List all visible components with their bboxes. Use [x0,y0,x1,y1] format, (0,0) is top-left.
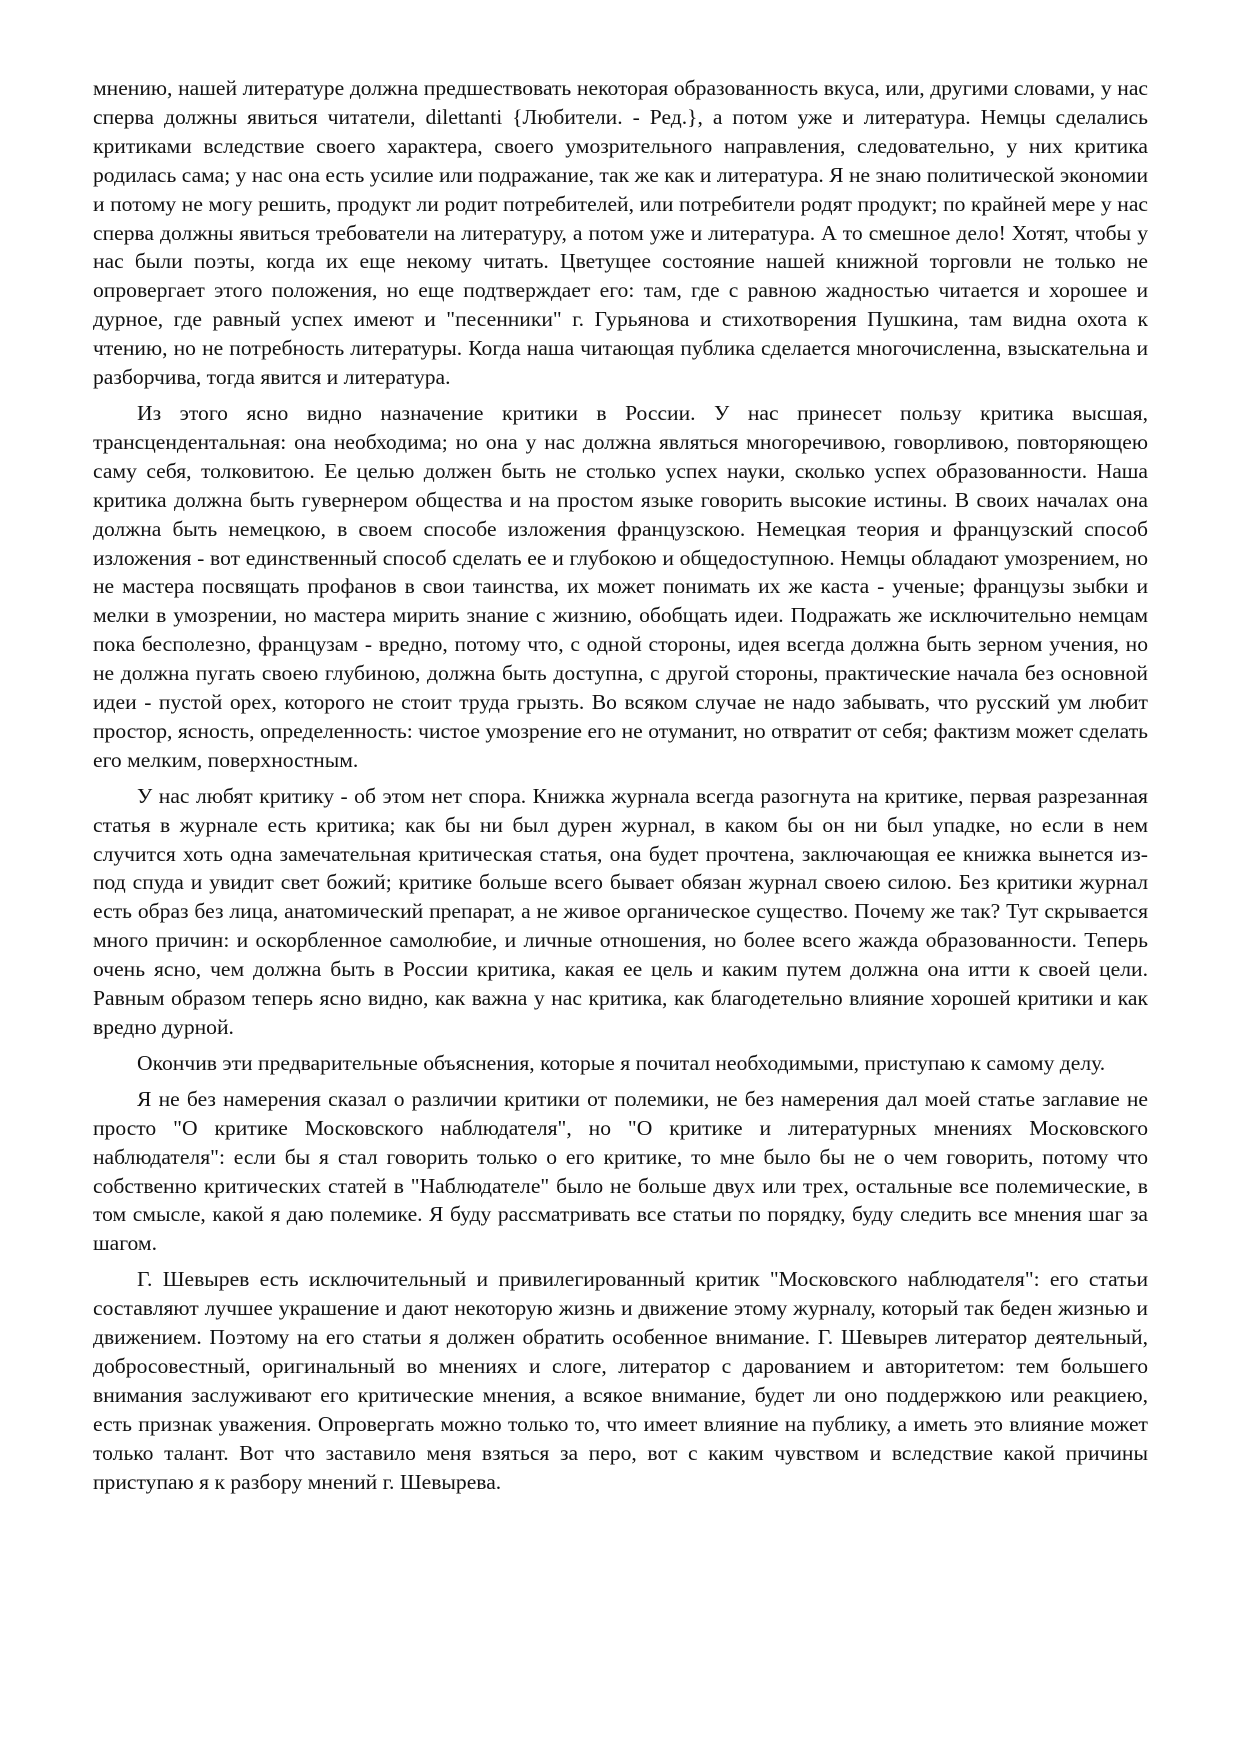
paragraph-1: мнению, нашей литературе должна предшествовать некоторая образованность вкуса, или, другими словами, у нас сперва должны явиться читатели, dilettanti {Любители. - Ред.}, а потом уже и литература. Немцы сделались критиками вследствие своего характера, своего умозрительного направления, следовательно, у них критика родилась сама; у нас она есть усилие или подражание, так же как и литература. Я не знаю политической экономии и потому не могу решить, продукт ли родит потребителей, или потребители родят продукт; по крайней мере у нас сперва должны явиться требователи на литературу, а потом уже и литература. А то смешное дело! Хотят, чтобы у нас были поэты, когда их еще некому читать. Цветущее состояние нашей книжной торговли не только не опровергает этого положения, но еще подтверждает его: там, где с равною жадностью читается и хорошее и дурное, где равный успех имеют и "песенники" г. Гурьянова и стихотворения Пушкина, там видна охота к чтению, но не потребность литературы. Когда наша читающая публика сделается многочисленна, взыскательна и разборчива, тогда явится и литература. [93,76,1148,390]
paragraph-2: Из этого ясно видно назначение критики в России. У нас принесет пользу критика высшая, трансцендентальная: она необходима; но она у нас должна являться многоречивою, говорливою, повторяющею саму себя, толковитою. Ее целью должен быть не столько успех науки, сколько успех образованности. Наша критика должна быть гувернером общества и на простом языке говорить высокие истины. В своих началах она должна быть немецкою, в своем способе изложения французскою. Немецкая теория и французский способ изложения - вот единственный способ сделать ее и глубокою и общедоступною. Немцы обладают умозрением, но не мастера посвящать профанов в свои таинства, их может понимать их же каста - ученые; французы зыбки и мелки в умозрении, но мастера мирить знание с жизнию, обобщать идеи. Подражать же исключительно немцам пока бесполезно, французам - вредно, потому что, с одной стороны, идея всегда должна быть зерном учения, но не должна пугать своею глубиною, должна быть доступна, с другой стороны, практические начала без основной идеи - пустой орех, которого не стоит труда грызть. Во всяком случае не надо забывать, что русский ум любит простор, ясность, определенность: чистое умозрение его не отуманит, но отвратит от себя; фактизм может сделать его мелким, поверхностным. [93,400,1148,772]
paragraph-5: Я не без намерения сказал о различии критики от полемики, не без намерения дал моей статье заглавие не просто "О критике Московского наблюдателя", но "О критике и литературных мнениях Московского наблюдателя": если бы я стал говорить только о его критике, то мне было бы не о чем говорить, потому что собственно критических статей в "Наблюдателе" было не больше двух или трех, остальные все полемические, в том смысле, какой я даю полемике. Я буду рассматривать все статьи по порядку, буду следить все мнения шаг за шагом. [93,1086,1148,1256]
paragraph-6: Г. Шевырев есть исключительный и привилегированный критик "Московского наблюдателя": его статьи составляют лучшее украшение и дают некоторую жизнь и движение этому журналу, который так беден жизнью и движением. Поэтому на его статьи я должен обратить особенное внимание. Г. Шевырев литератор деятельный, добросовестный, оригинальный во мнениях и слоге, литератор с дарованием и авторитетом: тем большего внимания заслуживают его критические мнения, а всякое внимание, будет ли оно поддержкою или реакциею, есть признак уважения. Опровергать можно только то, что имеет влияние на публику, а иметь это влияние может только талант. Вот что заставило меня взяться за перо, вот с каким чувством и вследствие какой причины приступаю я к разбору мнений г. Шевырева. [93,1267,1148,1494]
paragraph-3: У нас любят критику - об этом нет спора. Книжка журнала всегда разогнута на критике, первая разрезанная статья в журнале есть критика; как бы ни был дурен журнал, в каком бы он ни был упадке, но если в нем случится хоть одна замечательная критическая статья, она будет прочтена, заключающая ее книжка вынется из-под спуда и увидит свет божий; критике больше всего бывает обязан журнал своею силою. Без критики журнал есть образ без лица, анатомический препарат, а не живое органическое существо. Почему же так? Тут скрывается много причин: и оскорбленное самолюбие, и личные отношения, но более всего жажда образованности. Теперь очень ясно, чем должна быть в России критика, какая ее цель и каким путем должна она итти к своей цели. Равным образом теперь ясно видно, как важна у нас критика, как благодетельно влияние хорошей критики и как вредно дурной. [93,783,1148,1039]
document-page [93,74,1148,1504]
paragraph-4: Окончив эти предварительные объяснения, которые я почитал необходимыми, приступаю к самому делу. [137,1050,1106,1075]
